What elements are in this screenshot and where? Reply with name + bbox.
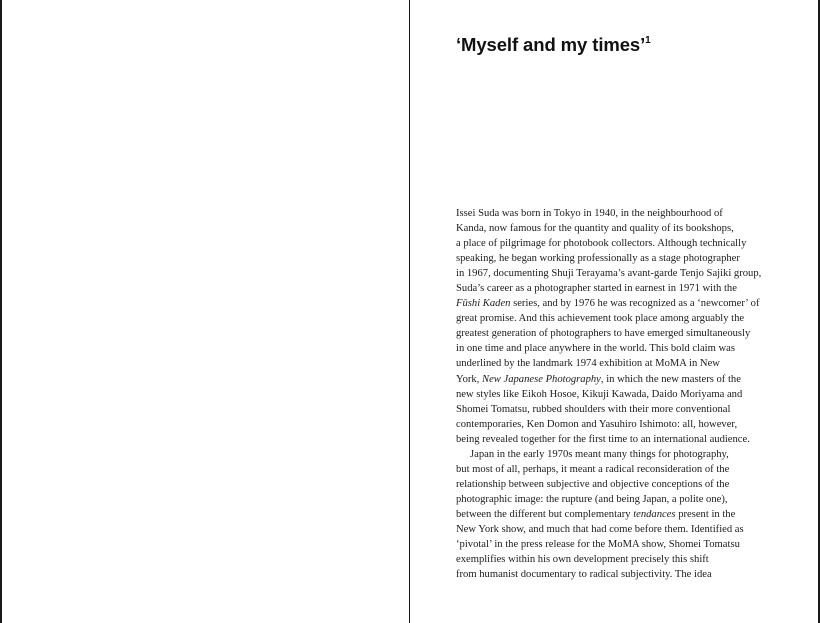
text-line: speaking, he began working professionally as a stage photographer (456, 253, 740, 265)
text-line: underlined by the landmark 1974 exhibition at MoMA in New (456, 358, 720, 370)
text-line: Issei Suda was born in Tokyo in 1940, in the neighbourhood of (456, 208, 723, 219)
text-line: a place of pilgrimage for photobook collectors. Although technically (456, 238, 747, 250)
text-line: contemporaries, Ken Domon and Yasuhiro Ishimoto: all, however, (456, 418, 738, 430)
body-text (456, 206, 761, 582)
text-run: between the different but complementary (456, 508, 634, 520)
text-line: from humanist documentary to radical subjectivity. The idea (456, 569, 712, 581)
text-line: Suda’s career as a photographer started in earnest in 1971 with the (456, 283, 737, 295)
text-line: photographic image: the rupture (and being Japan, a polite one), (456, 493, 728, 505)
text-line: Japan in the early 1970s meant many things for photography, (470, 448, 729, 460)
text-line: ‘pivotal’ in the press release for the MoMA show, Shomei Tomatsu (456, 539, 740, 551)
text-line: great promise. And this achievement took place among arguably the (456, 313, 745, 325)
text-line: in 1967, documenting Shuji Terayama’s avant-garde Tenjo Sajiki group, (456, 268, 762, 280)
footnote-marker: 1 (645, 34, 651, 46)
text-line: in one time and place anywhere in the world. This bold claim was (456, 343, 735, 355)
text-line: Shomei Tomatsu, rubbed shoulders with their more conventional (456, 403, 731, 415)
left-page-blank (0, 0, 409, 623)
chapter-title-text: ‘Myself and my times’ (456, 34, 646, 55)
text-run: series, and by 1976 he was recognized as a ‘newcomer’ of (510, 298, 760, 310)
chapter-title (456, 34, 651, 56)
text-line: New York show, and much that had come before them. Identified as (456, 523, 744, 535)
text-line: but most of all, perhaps, it meant a radical reconsideration of the (456, 463, 730, 475)
text-run: present in the (675, 508, 736, 520)
text-line (456, 296, 761, 311)
text-run: York, (456, 373, 483, 385)
text-line (456, 507, 761, 522)
text-line: being revealed together for the first time to an international audience. (456, 433, 750, 445)
exhibition-title-italic: New Japanese Photography (482, 373, 601, 385)
tendances-italic: tendances (633, 508, 676, 520)
text-line: new styles like Eikoh Hosoe, Kikuji Kawada, Daido Moriyama and (456, 388, 743, 400)
text-line: Kanda, now famous for the quantity and quality of its bookshops, (456, 223, 734, 235)
left-page-edge (0, 0, 2, 623)
text-line: greatest generation of photographers to have emerged simultaneously (456, 328, 751, 340)
series-title-italic: Fūshi Kaden (456, 298, 511, 310)
text-line: relationship between subjective and objective conceptions of the (456, 478, 730, 490)
text-run: , in which the new masters of the (600, 373, 741, 385)
text-line: exemplifies within his own development precisely this shift (456, 554, 709, 566)
text-line (456, 372, 761, 387)
